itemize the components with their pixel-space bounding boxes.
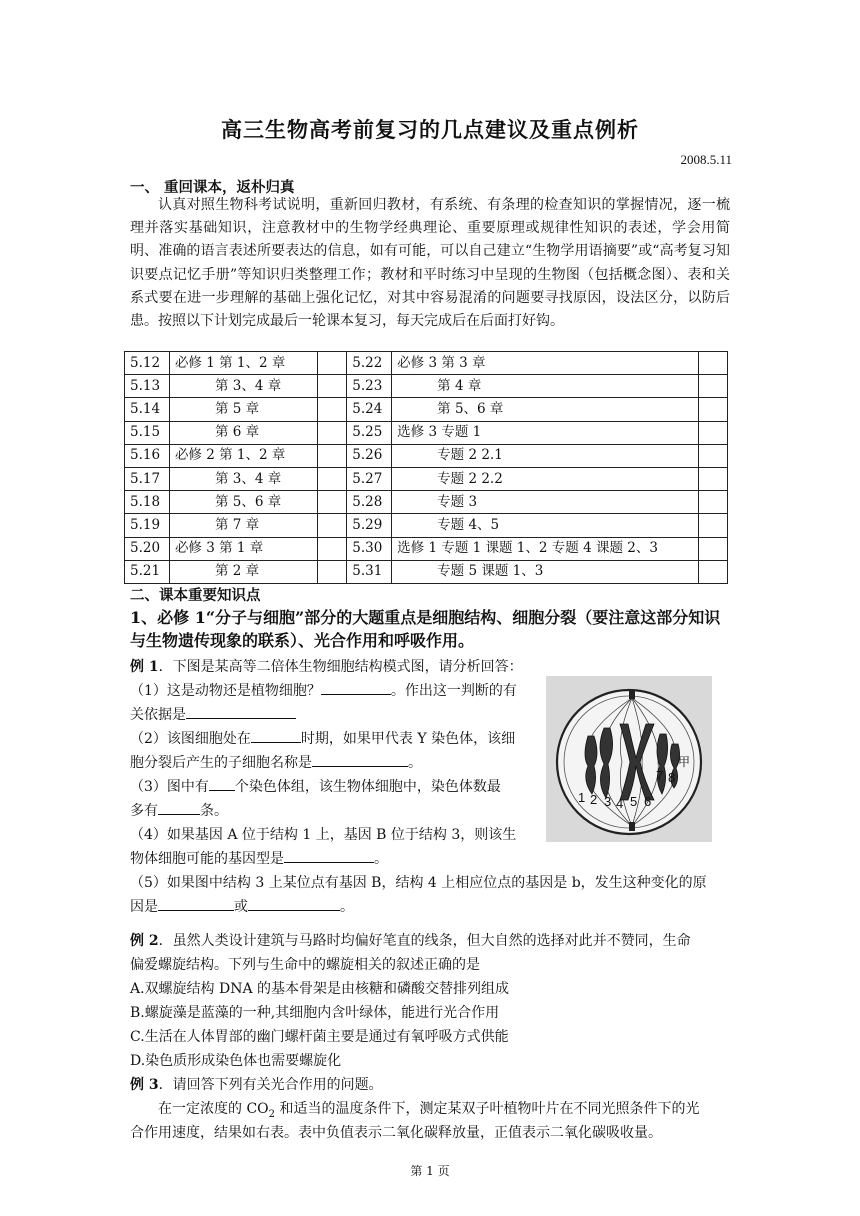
q1-blank-2[interactable] (186, 704, 296, 719)
page-title: 高三生物高考前复习的几点建议及重点例析 (221, 117, 639, 142)
figure-label: 8 (668, 770, 676, 785)
q4-blank[interactable] (284, 848, 374, 863)
plan-task-cell: 第 6 章 (169, 421, 317, 444)
page-footer: 第 1 页 (410, 1164, 450, 1178)
q5-blank-2[interactable] (248, 896, 340, 911)
plan-date-cell: 5.28 (347, 491, 392, 514)
plan-row (125, 491, 728, 514)
plan-date-cell: 5.13 (125, 375, 170, 398)
plan-row (125, 421, 728, 444)
plan-date-cell: 5.17 (125, 467, 170, 490)
q1-text-3: 关依据是 (130, 707, 186, 723)
example1-q2-line (130, 728, 515, 748)
plan-task-cell: 第 7 章 (169, 514, 317, 537)
plan-checkbox-cell[interactable] (318, 444, 347, 467)
plan-date-cell: 5.15 (125, 421, 170, 444)
example2-line1 (130, 930, 691, 950)
plan-date-cell: 5.19 (125, 514, 170, 537)
q3-text-2: 个染色体组，该生物体细胞中，染色体数最 (234, 779, 501, 795)
q1-text-2: 。作出这一判断的有 (390, 683, 517, 699)
example2-option-b[interactable]: B.螺旋藻是蓝藻的一种,其细胞内含叶绿体，能进行光合作用 (130, 1005, 500, 1021)
plan-row (125, 560, 728, 583)
plan-checkbox-cell[interactable] (318, 514, 347, 537)
q4-text: （4）如果基因 A 位于结构 1 上，基因 B 位于结构 3，则该生 (130, 827, 517, 843)
q4-end: 。 (374, 851, 388, 867)
plan-row (125, 444, 728, 467)
plan-checkbox-cell[interactable] (698, 352, 727, 375)
q5-or: 或 (234, 899, 248, 915)
centriole-top-icon (629, 690, 635, 699)
q5-text-2: 因是 (130, 899, 158, 915)
section1-paragraph: 认真对照生物科考试说明，重新回归教材，有系统、有条理的检查知识的掌握情况，逐一梳理并落实基础知识，注意教材中的生物学经典理论、重要原理或规律性知识的表述，学会用简明、准确的语言表述所要表达的信息，如有可能，可以自己建立“生物学用语摘要”或“高考复习知识要点记忆手册”等知识归类整理工作；教材和平时练习中呈现的生物图（包括概念图）、表和关系式要在进一步理解的基础上强化记忆，对其中容易混淆的问题要寻找原因，设法区分，以防后患。按照以下计划完成最后一轮课本复习，每天完成后在后面打好钩。 (130, 197, 730, 330)
plan-date-cell: 5.31 (347, 560, 392, 583)
plan-checkbox-cell[interactable] (318, 467, 347, 490)
example1-q3-line2 (130, 800, 228, 820)
example1-q3-line (130, 776, 501, 796)
q5-end: 。 (340, 899, 354, 915)
plan-checkbox-cell[interactable] (698, 491, 727, 514)
plan-checkbox-cell[interactable] (698, 444, 727, 467)
q3-end: 条。 (200, 803, 228, 819)
plan-date-cell: 5.26 (347, 444, 392, 467)
example2-label: 例 2 (130, 933, 159, 949)
example1-q1-line2 (130, 704, 296, 724)
example3-text-2: 和适当的温度条件下，测定某双子叶植物叶片在不同光照条件下的光 (275, 1101, 700, 1117)
plan-task-cell: 专题 2 2.2 (392, 467, 699, 490)
plan-row (125, 398, 728, 421)
plan-checkbox-cell[interactable] (318, 421, 347, 444)
plan-task-cell: 专题 5 课题 1、3 (392, 560, 699, 583)
plan-date-cell: 5.24 (347, 398, 392, 421)
plan-checkbox-cell[interactable] (698, 467, 727, 490)
plan-task-cell: 必修 2 第 1、2 章 (169, 444, 317, 467)
example2-option-d[interactable]: D.染色质形成染色体也需要螺旋化 (130, 1053, 342, 1069)
plan-task-cell: 必修 1 第 1、2 章 (169, 352, 317, 375)
plan-checkbox-cell[interactable] (318, 398, 347, 421)
figure-label: 3 (604, 794, 612, 809)
figure-label: 2 (590, 792, 598, 807)
plan-date-cell: 5.21 (125, 560, 170, 583)
example1-label: 例 1 (130, 659, 159, 675)
plan-task-cell: 选修 3 专题 1 (392, 421, 699, 444)
plan-date-cell: 5.12 (125, 352, 170, 375)
plan-checkbox-cell[interactable] (698, 560, 727, 583)
section1-heading: 一、 重回课本，返朴归真 (130, 179, 295, 196)
example3-intro-line (130, 1074, 383, 1094)
date-line: 2008.5.11 (680, 152, 732, 167)
plan-checkbox-cell[interactable] (698, 375, 727, 398)
q3-text-3: 多有 (130, 803, 158, 819)
q2-text-3: 胞分裂后产生的子细胞名称是 (130, 755, 312, 771)
q3-text: （3）图中有 (130, 779, 209, 795)
q2-end: 。 (408, 755, 422, 771)
plan-task-cell: 第 3、4 章 (169, 375, 317, 398)
plan-date-cell: 5.23 (347, 375, 392, 398)
plan-checkbox-cell[interactable] (698, 421, 727, 444)
example2-line2: 偏爱螺旋结构。下列与生命中的螺旋相关的叙述正确的是 (130, 957, 480, 973)
q3-blank-2[interactable] (158, 800, 200, 815)
plan-checkbox-cell[interactable] (318, 375, 347, 398)
plan-task-cell: 第 5 章 (169, 398, 317, 421)
plan-checkbox-cell[interactable] (318, 560, 347, 583)
plan-task-cell: 专题 4、5 (392, 514, 699, 537)
section2-heading: 二、课本重要知识点 (130, 587, 261, 604)
plan-row (125, 467, 728, 490)
example1-q5-line (130, 872, 707, 892)
example3-paragraph-line2: 合作用速度，结果如右表。表中负值表示二氧化碳释放量，正值表示二氧化碳吸收量。 (130, 1125, 662, 1141)
example1-intro: ．下图是某高等二倍体生物细胞结构模式图，请分析回答： (158, 659, 523, 675)
q1-text: （1）这是动物还是植物细胞？ (130, 683, 321, 699)
review-plan-table (124, 351, 728, 584)
plan-date-cell: 5.14 (125, 398, 170, 421)
example1-q4-line2 (130, 848, 388, 868)
plan-checkbox-cell[interactable] (698, 514, 727, 537)
plan-task-cell: 第 2 章 (169, 560, 317, 583)
plan-task-cell: 第 4 章 (392, 375, 699, 398)
q5-blank-1[interactable] (158, 896, 234, 911)
plan-task-cell: 第 3、4 章 (169, 467, 317, 490)
plan-date-cell: 5.16 (125, 444, 170, 467)
plan-checkbox-cell[interactable] (698, 398, 727, 421)
example2-text-1: ．虽然人类设计建筑与马路时均偏好笔直的线条，但大自然的选择对此并不赞同，生命 (158, 933, 691, 949)
example3-intro: ．请回答下列有关光合作用的问题。 (158, 1077, 383, 1093)
plan-task-cell: 第 5、6 章 (392, 398, 699, 421)
q2-text-2: 时期，如果甲代表 Y 染色体，该细 (300, 731, 516, 747)
plan-date-cell: 5.20 (125, 537, 170, 560)
plan-checkbox-cell[interactable] (698, 537, 727, 560)
figure-label: 5 (630, 794, 638, 809)
plan-row (125, 352, 728, 375)
plan-task-cell: 专题 3 (392, 491, 699, 514)
plan-task-cell: 必修 3 第 1 章 (169, 537, 317, 560)
plan-date-cell: 5.29 (347, 514, 392, 537)
example3-label: 例 3 (130, 1077, 159, 1093)
q2-blank-1[interactable] (251, 728, 301, 743)
example1-q1-line (130, 680, 517, 700)
cell-division-figure (546, 676, 712, 842)
section2-subheading: 1、必修 1“分子与细胞”部分的大题重点是细胞结构、细胞分裂（要注意这部分知识与生物遗传现象的联系）、光合作用和呼吸作用。 (130, 608, 721, 650)
example1-q5-line2 (130, 896, 354, 916)
q1-blank-1[interactable] (321, 680, 391, 695)
plan-task-cell: 选修 1 专题 1 课题 1、2 专题 4 课题 2、3 (392, 537, 699, 560)
co2-subscript: 2 (268, 1108, 276, 1120)
figure-label: 4 (616, 796, 624, 811)
plan-checkbox-cell[interactable] (318, 491, 347, 514)
plan-task-cell: 第 5、6 章 (169, 491, 317, 514)
plan-checkbox-cell[interactable] (318, 537, 347, 560)
q5-text: （5）如果图中结构 3 上某位点有基因 B，结构 4 上相应位点的基因是 b，发生这种变化的原 (130, 875, 707, 891)
q3-blank-1[interactable] (209, 776, 235, 791)
centriole-bottom-icon (629, 822, 635, 831)
figure-label-jia: 甲 (678, 755, 691, 769)
figure-label: 1 (578, 790, 586, 805)
q2-text: （2）该图细胞处在 (130, 731, 251, 747)
plan-checkbox-cell[interactable] (318, 352, 347, 375)
figure-label: 7 (656, 768, 664, 783)
q2-blank-2[interactable] (312, 752, 408, 767)
plan-date-cell: 5.25 (347, 421, 392, 444)
plan-date-cell: 5.30 (347, 537, 392, 560)
example2-option-c[interactable]: C.生活在人体胃部的幽门螺杆菌主要是通过有氧呼吸方式供能 (130, 1029, 509, 1045)
plan-date-cell: 5.27 (347, 467, 392, 490)
figure-label: 6 (644, 794, 652, 809)
example1-q2-line2 (130, 752, 422, 772)
plan-row (125, 375, 728, 398)
example2-option-a[interactable]: A.双螺旋结构 DNA 的基本骨架是由核糖和磷酸交替排列组成 (130, 981, 510, 997)
plan-row (125, 514, 728, 537)
example1-q4-line (130, 824, 516, 844)
q4-text-2: 物体细胞可能的基因型是 (130, 851, 284, 867)
plan-date-cell: 5.18 (125, 491, 170, 514)
plan-task-cell: 专题 2 2.1 (392, 444, 699, 467)
example1-intro-line (130, 656, 523, 676)
plan-row (125, 537, 728, 560)
example3-text-1: 在一定浓度的 CO (158, 1101, 269, 1117)
plan-task-cell: 必修 3 第 3 章 (392, 352, 699, 375)
example3-paragraph-line1 (158, 1098, 699, 1120)
plan-date-cell: 5.22 (347, 352, 392, 375)
